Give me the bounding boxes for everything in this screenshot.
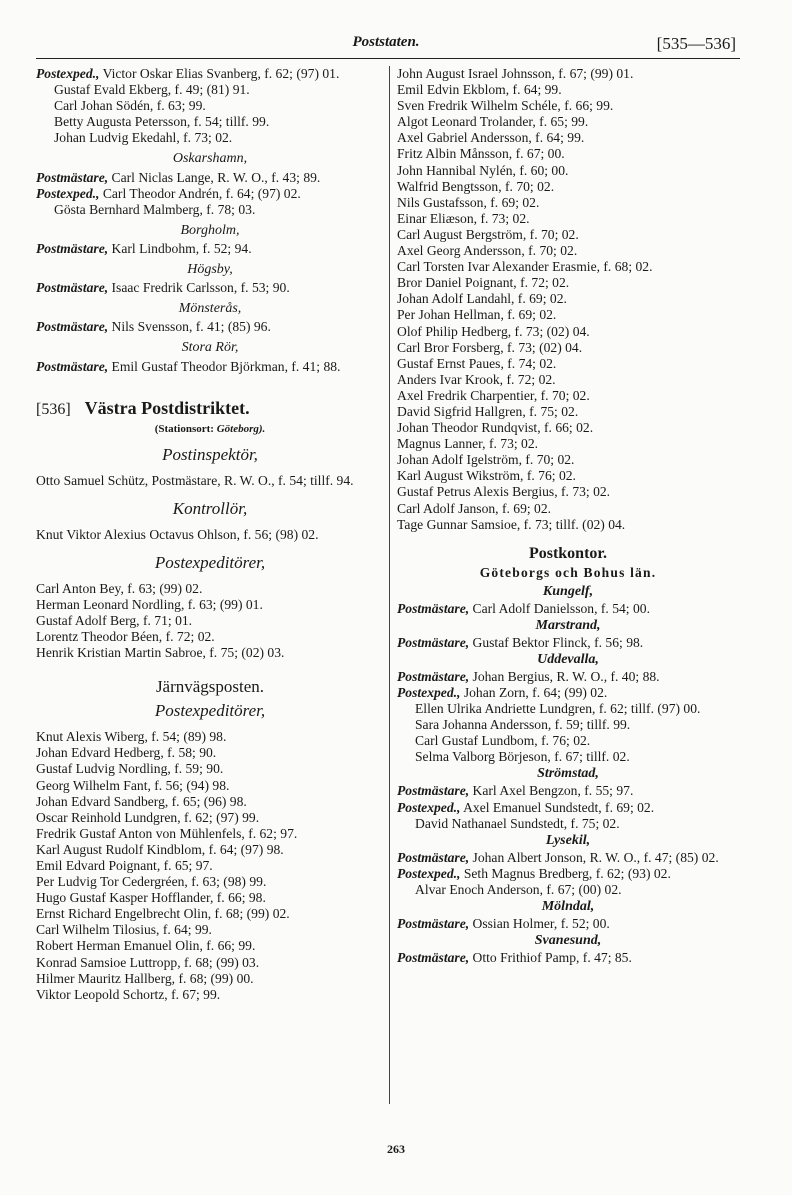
entry-text: Gustaf Evald Ekberg, f. 49; (81) 91. — [54, 82, 250, 98]
entry-text: Fredrik Gustaf Anton von Mühlenfels, f. 62; 97. — [36, 825, 298, 841]
entry — [397, 882, 739, 898]
entry-text: Nils Gustafsson, f. 69; 02. — [397, 194, 540, 210]
entry-text: Ernst Richard Engelbrecht Olin, f. 68; (99) 02. — [36, 906, 290, 922]
district-title: Västra Postdistriktet. — [84, 397, 250, 418]
railway-heading: Postexpeditörer, — [154, 701, 266, 721]
controller-heading: Kontrollör, — [172, 498, 248, 518]
entry-text: Karl August Wikström, f. 76; 02. — [397, 468, 576, 484]
entry-text: Gösta Bernhard Malmberg, f. 78; 03. — [54, 201, 256, 217]
entry — [397, 179, 739, 195]
entry — [397, 749, 739, 765]
entry — [36, 527, 384, 543]
right-top-entries — [397, 66, 739, 533]
entry — [36, 597, 384, 613]
entry — [397, 436, 739, 452]
entry-text: Oscar Reinhold Lundgren, f. 62; (97) 99. — [36, 809, 260, 825]
entry — [397, 211, 739, 227]
entry — [36, 241, 384, 257]
entry-text: Herman Leonard Nordling, f. 63; (99) 01. — [36, 596, 263, 612]
entry-text: Carl Anton Bey, f. 63; (99) 02. — [36, 580, 203, 596]
district-number: [536] — [36, 400, 71, 418]
entry-text: Carl Torsten Ivar Alexander Erasmie, f. 68; 02. — [397, 259, 653, 275]
entry-text: David Nathanael Sundstedt, f. 75; 02. — [415, 815, 620, 831]
entry — [397, 484, 739, 500]
entry-text: Carl Gustaf Lundbom, f. 76; 02. — [415, 733, 591, 749]
entry — [397, 372, 739, 388]
entry-text: Ellen Ulrika Andriette Lundgren, f. 62; tillf. (97) 00. — [415, 701, 701, 717]
entry-text: Sara Johanna Andersson, f. 59; tillf. 99. — [415, 717, 631, 733]
entry-text: Viktor Leopold Schortz, f. 67; 99. — [36, 986, 221, 1002]
entry-text: Axel Fredrik Charpentier, f. 70; 02. — [397, 387, 590, 403]
place-heading: Borgholm, — [180, 222, 240, 238]
entry — [397, 98, 739, 114]
entry — [36, 729, 384, 745]
place-heading: Högsby, — [187, 262, 233, 278]
entry — [36, 745, 384, 761]
entry-text: Axel Emanuel Sundstedt, f. 69; 02. — [460, 799, 655, 815]
entry — [36, 645, 384, 661]
entry-role: Postmästare, — [397, 783, 470, 799]
entry-role: Postmästare, — [36, 240, 109, 256]
entry-text: Hugo Gustaf Kasper Hofflander, f. 66; 98. — [36, 890, 266, 906]
entry — [397, 685, 739, 701]
entry — [36, 842, 384, 858]
entry-text: Algot Leonard Trolander, f. 65; 99. — [397, 114, 589, 130]
entry-text: Carl Adolf Danielsson, f. 54; 00. — [469, 600, 650, 616]
entry-text: Karl Axel Bengzon, f. 55; 97. — [469, 783, 634, 799]
place-heading: Kungelf, — [542, 583, 594, 599]
entry — [397, 259, 739, 275]
entry-text: Carl Wilhelm Tilosius, f. 64; 99. — [36, 922, 212, 938]
entry-text: Gustaf Ernst Paues, f. 74; 02. — [397, 355, 557, 371]
entry — [36, 890, 384, 906]
entry-text: Knut Alexis Wiberg, f. 54; (89) 98. — [36, 729, 227, 745]
entry — [397, 701, 739, 717]
entry — [397, 800, 739, 816]
entry — [36, 114, 384, 130]
entry-text: Alvar Enoch Anderson, f. 67; (00) 02. — [415, 881, 622, 897]
entry-text: Fritz Albin Månsson, f. 67; 00. — [397, 146, 565, 162]
entry — [397, 669, 739, 685]
entry-text: Nils Svensson, f. 41; (85) 96. — [108, 319, 271, 335]
left-column — [36, 66, 384, 1003]
entry-text: Johan Zorn, f. 64; (99) 02. — [460, 685, 608, 700]
entry-text: Walfrid Bengtsson, f. 70; 02. — [397, 178, 555, 194]
entry-text: Olof Philip Hedberg, f. 73; (02) 04. — [397, 323, 590, 339]
entry-text: Gustaf Adolf Berg, f. 71; 01. — [36, 612, 193, 628]
entry — [36, 987, 384, 1003]
lan-title: Göteborgs och Bohus län. — [479, 564, 657, 580]
entry — [397, 733, 739, 749]
entry — [36, 280, 384, 296]
running-header — [36, 34, 736, 56]
entry-text: Gustaf Petrus Alexis Bergius, f. 73; 02. — [397, 484, 611, 500]
entry-text: Hilmer Mauritz Hallberg, f. 68; (99) 00. — [36, 970, 254, 986]
entry-text: Carl Bror Forsberg, f. 73; (02) 04. — [397, 339, 583, 355]
entry-text: Johan Theodor Rundqvist, f. 66; 02. — [397, 420, 594, 436]
entry-text: Carl Adolf Janson, f. 69; 02. — [397, 500, 552, 516]
station-line — [36, 423, 384, 435]
entry-text: Karl August Rudolf Kindblom, f. 64; (97) 98. — [36, 841, 284, 857]
entry-text: Selma Valborg Börjeson, f. 67; tillf. 02. — [415, 749, 630, 765]
entry — [36, 922, 384, 938]
entry-text: Emil Edvin Ekblom, f. 64; 99. — [397, 82, 562, 98]
district-heading — [36, 397, 384, 421]
entry — [36, 858, 384, 874]
header-rule — [36, 58, 740, 59]
entry-text: Johan Ludvig Ekedahl, f. 73; 02. — [54, 130, 233, 146]
entry — [397, 816, 739, 832]
entry — [397, 950, 739, 966]
inspector-list — [36, 473, 384, 489]
entry — [397, 783, 739, 799]
entry-text: Karl Lindbohm, f. 52; 94. — [108, 240, 252, 256]
entry — [36, 82, 384, 98]
entry — [397, 388, 739, 404]
entry — [397, 340, 739, 356]
entry — [397, 866, 739, 882]
entry — [36, 98, 384, 114]
entry-role: Postmästare, — [397, 916, 470, 932]
entry — [397, 195, 739, 211]
entry-text: Johan Adolf Igelström, f. 70; 02. — [397, 452, 575, 468]
entry-role: Postexped., — [397, 865, 461, 881]
entry-text: Seth Magnus Bredberg, f. 62; (93) 02. — [460, 865, 671, 881]
entry — [397, 82, 739, 98]
entry-text: Emil Edvard Poignant, f. 65; 97. — [36, 858, 213, 873]
place-heading: Svanesund, — [534, 933, 602, 949]
entry-text: Axel Georg Andersson, f. 70; 02. — [397, 243, 578, 259]
entry — [397, 356, 739, 372]
entry-role: Postmästare, — [397, 668, 470, 684]
entry-text: Georg Wilhelm Fant, f. 56; (94) 98. — [36, 777, 230, 793]
entry — [397, 163, 739, 179]
entry — [397, 601, 739, 617]
entry — [397, 275, 739, 291]
entry-role: Postmästare, — [397, 634, 470, 650]
entry-text: Tage Gunnar Samsioe, f. 73; tillf. (02) 04. — [397, 516, 626, 532]
place-heading: Strömstad, — [537, 766, 599, 782]
entry-role: Postmästare, — [36, 169, 109, 185]
entry — [36, 613, 384, 629]
entry — [397, 130, 739, 146]
entry-role: Postexped., — [397, 685, 461, 700]
header-title: Poststaten. — [352, 34, 420, 50]
entry-text: Emil Gustaf Theodor Björkman, f. 41; 88. — [108, 358, 341, 374]
station-label: (Stationsort: — [154, 422, 214, 435]
entry — [36, 906, 384, 922]
entry-text: Ossian Holmer, f. 52; 00. — [469, 916, 610, 932]
entry — [397, 307, 739, 323]
entry-text: Knut Viktor Alexius Octavus Ohlson, f. 56; (98) 02. — [36, 526, 319, 542]
entry — [36, 66, 384, 82]
header-page-range: [535—536] — [656, 34, 736, 53]
railway-list — [36, 729, 384, 1003]
entry-text: Johan Edvard Sandberg, f. 65; (96) 98. — [36, 793, 247, 809]
entry — [397, 635, 739, 651]
entry — [397, 243, 739, 259]
entry-text: Carl Niclas Lange, R. W. O., f. 43; 89. — [108, 169, 321, 185]
place-heading: Lysekil, — [545, 832, 591, 848]
entry — [397, 291, 739, 307]
entry-text: Isaac Fredrik Carlsson, f. 53; 90. — [108, 280, 290, 296]
entry — [36, 202, 384, 218]
entry — [36, 874, 384, 890]
entry — [397, 66, 739, 82]
entry-text: Henrik Kristian Martin Sabroe, f. 75; (02) 03. — [36, 645, 285, 661]
entry — [397, 114, 739, 130]
place-heading: Uddevalla, — [537, 651, 599, 667]
controller-list — [36, 527, 384, 543]
place-heading: Stora Rör, — [181, 340, 239, 356]
entry-text: Betty Augusta Petersson, f. 54; tillf. 99. — [54, 114, 270, 130]
place-heading: Mölndal, — [541, 899, 595, 915]
entry — [397, 146, 739, 162]
entry-text: Magnus Lanner, f. 73; 02. — [397, 436, 539, 452]
right-column — [397, 66, 739, 966]
entry — [397, 916, 739, 932]
entry-text: Per Ludvig Tor Cedergréen, f. 63; (98) 99. — [36, 874, 267, 890]
page-number: 263 — [387, 1142, 405, 1156]
entry — [397, 452, 739, 468]
inspector-heading: Postinspektör, — [162, 444, 258, 464]
entry-text: Axel Gabriel Andersson, f. 64; 99. — [397, 130, 585, 146]
station-place: Göteborg). — [216, 422, 266, 435]
entry-text: Carl August Bergström, f. 70; 02. — [397, 226, 579, 242]
postkontor-title: Postkontor. — [528, 544, 608, 562]
entry — [397, 501, 739, 517]
entry — [36, 778, 384, 794]
entry-text: Gustaf Ludvig Nordling, f. 59; 90. — [36, 761, 224, 777]
entry-text: Otto Samuel Schütz, Postmästare, R. W. O., f. 54; tillf. 94. — [36, 472, 354, 488]
entry — [36, 186, 384, 202]
entry-text: Gustaf Bektor Flinck, f. 56; 98. — [469, 634, 644, 650]
entry — [397, 404, 739, 420]
entry-text: Bror Daniel Poignant, f. 72; 02. — [397, 275, 570, 291]
left-places — [36, 151, 384, 374]
expeditors-list — [36, 581, 384, 661]
entry — [36, 130, 384, 146]
entry-role: Postexped., — [397, 799, 461, 815]
place-heading: Marstrand, — [535, 617, 601, 633]
entry-text: Per Johan Hellman, f. 69; 02. — [397, 307, 557, 323]
entry-role: Postmästare, — [36, 358, 109, 374]
entry-text: Carl Johan Södén, f. 63; 99. — [54, 98, 206, 114]
entry-text: Johan Bergius, R. W. O., f. 40; 88. — [469, 668, 660, 684]
entry-text: Anders Ivar Krook, f. 72; 02. — [397, 371, 556, 387]
entry — [36, 794, 384, 810]
entry — [36, 938, 384, 954]
entry-text: Johan Edvard Hedberg, f. 58; 90. — [36, 745, 217, 761]
entry-role: Postmästare, — [397, 600, 470, 616]
entry — [397, 420, 739, 436]
entry-role: Postmästare, — [36, 319, 109, 335]
entry-text: John Hannibal Nylén, f. 60; 00. — [397, 162, 569, 178]
entry — [397, 227, 739, 243]
entry-text: Carl Theodor Andrén, f. 64; (97) 02. — [99, 185, 301, 201]
railway-title: Järnvägsposten. — [155, 677, 265, 697]
entry — [36, 473, 384, 489]
entry-text: Victor Oskar Elias Svanberg, f. 62; (97) 01. — [99, 66, 340, 81]
entry-text: Einar Eliæson, f. 73; 02. — [397, 210, 530, 226]
entry-role: Postmästare, — [397, 950, 470, 966]
entry — [397, 717, 739, 733]
entry-text: Johan Albert Jonson, R. W. O., f. 47; (85) 02. — [469, 849, 719, 865]
entry-text: Lorentz Theodor Béen, f. 72; 02. — [36, 629, 215, 645]
right-places — [397, 583, 739, 967]
entry — [36, 955, 384, 971]
entry-role: Postmästare, — [397, 849, 470, 865]
entry-role: Postexped., — [36, 66, 100, 81]
entry-role: Postexped., — [36, 185, 100, 201]
entry-text: Sven Fredrik Wilhelm Schéle, f. 66; 99. — [397, 98, 614, 114]
place-heading: Mönsterås, — [178, 301, 242, 317]
entry — [36, 170, 384, 186]
entry — [36, 319, 384, 335]
left-top-entries — [36, 66, 384, 146]
entry — [397, 517, 739, 533]
entry-text: Konrad Samsioe Luttropp, f. 68; (99) 03. — [36, 954, 260, 970]
entry-role: Postmästare, — [36, 280, 109, 296]
entry-text: Otto Frithiof Pamp, f. 47; 85. — [469, 950, 632, 966]
entry-text: John August Israel Johnsson, f. 67; (99) 01. — [397, 66, 634, 81]
entry — [36, 629, 384, 645]
entry-text: David Sigfrid Hallgren, f. 75; 02. — [397, 403, 579, 419]
entry — [397, 468, 739, 484]
column-divider — [389, 66, 390, 1104]
entry — [36, 971, 384, 987]
entry — [397, 850, 739, 866]
entry — [36, 761, 384, 777]
entry — [36, 826, 384, 842]
entry — [36, 581, 384, 597]
place-heading: Oskarshamn, — [172, 151, 248, 167]
entry-text: Johan Adolf Landahl, f. 69; 02. — [397, 291, 567, 307]
entry — [397, 324, 739, 340]
entry-text: Robert Herman Emanuel Olin, f. 66; 99. — [36, 938, 256, 954]
entry — [36, 359, 384, 375]
entry — [36, 810, 384, 826]
expeditors-heading: Postexpeditörer, — [154, 552, 266, 572]
